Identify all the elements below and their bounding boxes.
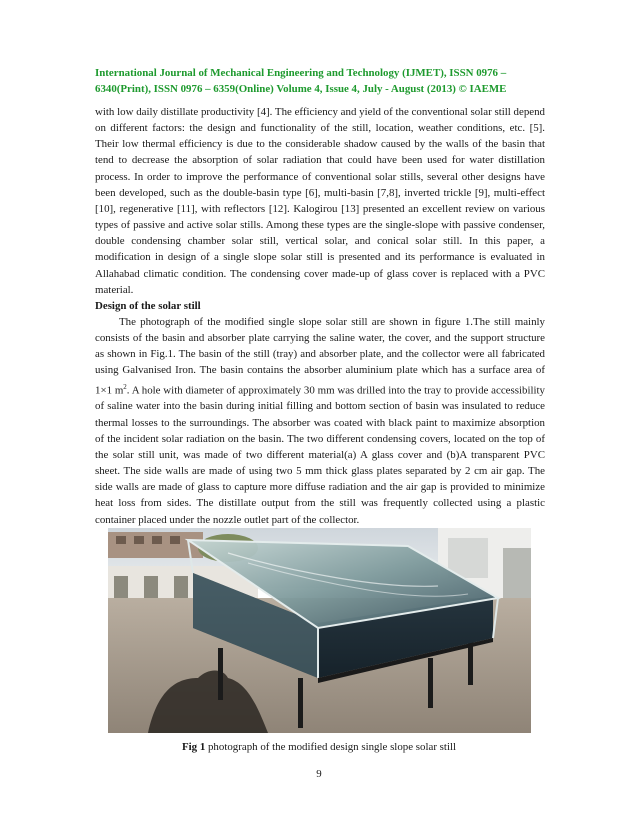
figure-caption-text: photograph of the modified design single slope solar still bbox=[205, 741, 457, 753]
paragraph-design bbox=[95, 314, 545, 528]
paragraph-design-part1: The photograph of the modified single slope solar still are shown in figure 1.The still mainly consists of the basin and absorber plate carrying the saline water, the cover, and the support structure as shown in Fig.1. The basin of the still (tray) and absorber plate, and the collector were all fabricated using Galvanised Iron. The basin contains the absorber aluminium plate which has a surface area of 1×1 m bbox=[95, 316, 545, 397]
journal-header-line1: International Journal of Mechanical Engineering and Technology (IJMET), ISSN 0976 – bbox=[95, 67, 507, 79]
journal-header-line2: 6340(Print), ISSN 0976 – 6359(Online) Volume 4, Issue 4, July - August (2013) © IAEME bbox=[95, 83, 507, 95]
solar-still-photo bbox=[108, 528, 531, 733]
section-heading: Design of the solar still bbox=[95, 300, 201, 312]
page-number: 9 bbox=[316, 768, 322, 780]
figure-caption bbox=[0, 739, 638, 755]
paragraph-design-part2: . A hole with diameter of approximately 30 mm was drilled into the tray to provide accessibility of saline water into the basin during initial filling and bottom section of basin was insulated to reduce thermal losses to the surroundings. The absorber was coated with black paint to maximize absorption of the incident solar radiation on the basin. The two different condensing covers, located on the top of the solar still unit, was made of two different material(a) A glass cover and (b)A transparent PVC sheet. The side walls are made of using two 5 mm thick glass plates separated by 2 cm air gap. The side walls are made of glass to capture more diffuse radiation and the air gap is provided to minimize heat loss from sides. The distillate output from the still was frequently collected using a plastic container placed under the nozzle outlet part of the collector. bbox=[95, 384, 545, 526]
superscript: 2 bbox=[123, 382, 127, 391]
journal-header bbox=[95, 65, 545, 97]
figure-label: Fig 1 bbox=[181, 741, 206, 753]
paragraph-intro: with low daily distillate productivity [4]. The efficiency and yield of the conventional solar still depend on different factors: the design and functionality of the still, location, weather conditions, etc. [5]. Their low thermal efficiency is due to the considerable shadow caused by the walls of the basin that tend to decrease the absorption of solar radiation that could have been used for water distillation process. In order to improve the performance of conventional solar stills, several other designs have been developed, such as the double-basin type [6], multi-basin [7,8], inverted trickle [9], multi-effect [10], regenerative [11], with reflectors [12]. Kalogirou [13] presented an excellent review on various types of passive and active solar stills. Among these types are the single-slope with passive condenser, double condensing chamber solar still, vertical solar, and conical solar still. In this paper, a modification in design of a single slope solar still is presented and its performance is evaluated in Allahabad climatic condition. The condensing cover made-up of glass cover is replaced with a PVC material. bbox=[95, 106, 545, 296]
